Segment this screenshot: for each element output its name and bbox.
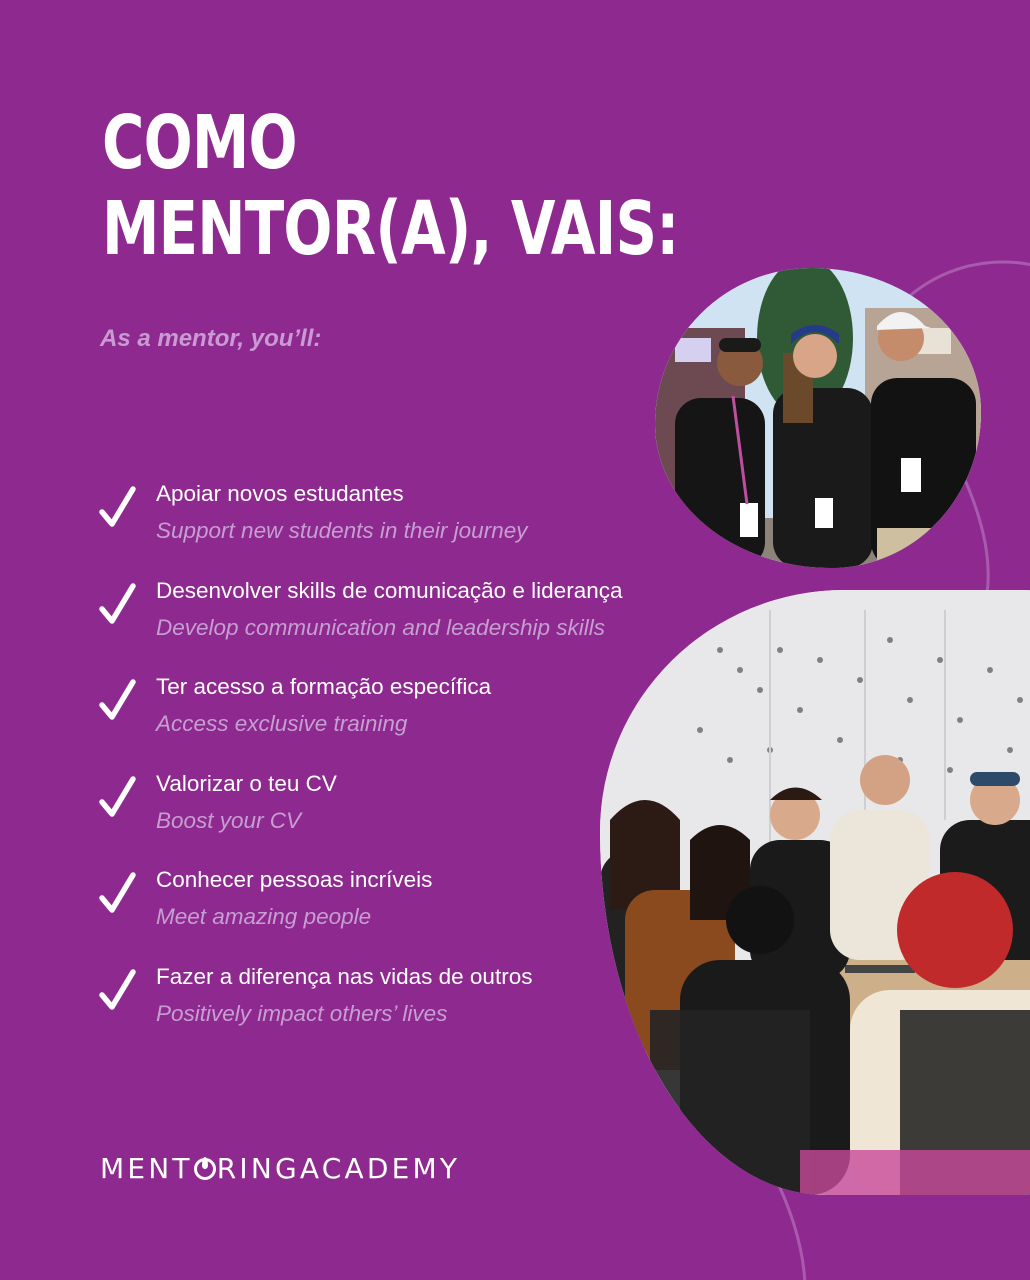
benefit-item [98,478,698,575]
benefit-text-pt: Valorizar o teu CV [156,770,337,796]
benefit-text-pt: Conhecer pessoas incríveis [156,867,433,893]
title-line-2: MENTOR(A), VAIS: [102,186,679,272]
check-icon [98,872,138,916]
logo-text-part1: MENT [100,1152,193,1185]
subtitle: As a mentor, you’ll: [100,325,322,352]
logo-flame-icon [194,1158,216,1180]
title-line-1: COMO [102,100,297,186]
benefit-text-en: Support new students in their journey [156,518,528,543]
benefit-text-pt: Desenvolver skills de comunicação e liderança [156,577,623,603]
benefit-text-pt: Apoiar novos estudantes [156,481,404,506]
benefit-text-pt: Ter acesso a formação específica [156,674,492,700]
check-icon [98,583,138,627]
benefit-text-en: Positively impact others’ lives [156,1000,448,1026]
benefit-text-en: Meet amazing people [156,904,372,930]
benefit-text-en: Develop communication and leadership skills [156,614,605,640]
logo-text-part2: RINGACADEMY [216,1152,461,1185]
mentoring-academy-logo [100,1152,460,1185]
benefit-text-en: Boost your CV [156,807,302,833]
check-icon [98,776,138,820]
page-title [102,100,679,272]
benefit-text-en: Access exclusive training [156,711,408,737]
benefit-item [98,961,698,1058]
check-icon [98,486,138,530]
check-icon [98,679,138,723]
benefit-text-pt: Fazer a diferença nas vidas de outros [156,963,533,989]
benefit-item [98,575,698,672]
check-icon [98,969,138,1013]
benefit-item [98,671,698,768]
mentors-photo [655,268,981,568]
